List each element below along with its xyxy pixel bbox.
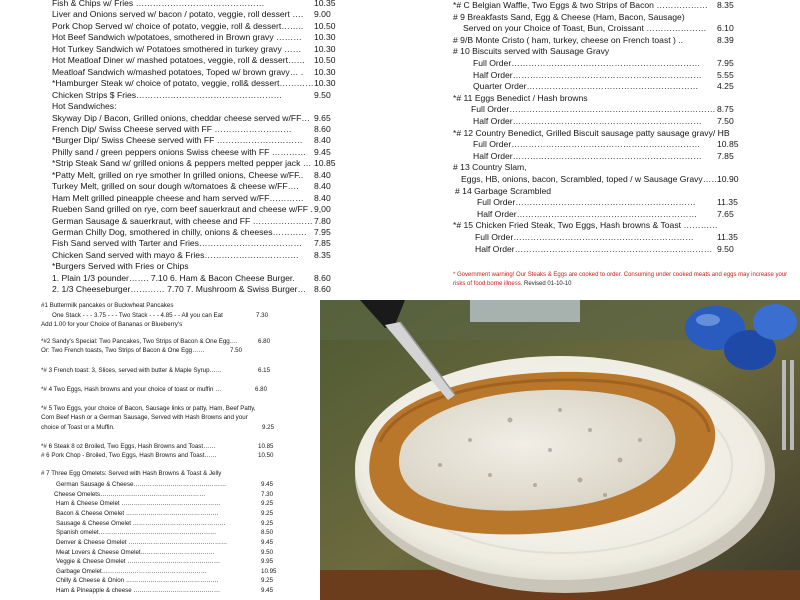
menu-item-price: 7.50	[230, 347, 243, 354]
menu-item-price: 9.50	[717, 243, 734, 254]
menu-item-text: 2. 1/3 Cheeseburger………… 7.70 7. Mushroom & Swiss Burger…	[52, 284, 307, 295]
menu-item-price: 10.30	[314, 32, 336, 43]
menu-item-price: 8.60	[314, 284, 331, 295]
menu-item-text: Half Order…………………………………………………………	[473, 69, 702, 80]
menu-item-text: Bacon & Cheese Omelet ………………………………………	[56, 510, 219, 517]
menu-item-text: # 14 Garbage Scrambled	[455, 185, 552, 196]
menu-item-price: 6.10	[717, 23, 734, 34]
menu-item-price: 7.80	[314, 215, 331, 226]
menu-item-text: *# 5 Two Eggs, your choice of Bacon, Sausage links or patty, Ham, Beef Patty,	[41, 405, 256, 412]
menu-item-text: *# 11 Eggs Benedict / Hash browns	[453, 92, 588, 103]
menu-item-price: 8.40	[314, 192, 331, 203]
menu-item-text: Full Order…………………………………………………………	[473, 139, 701, 150]
menu-item-price: 7.30	[256, 312, 269, 319]
menu-item-price: 9.25	[261, 500, 274, 507]
menu-item-text: Meatloaf Sandwich w/mashed potatoes, Toped w/ brown gravy… .	[52, 66, 304, 77]
menu-item-text: Ham Melt grilled pineapple cheese and ham served w/FF…………	[52, 192, 304, 203]
menu-item-price: 7.95	[314, 227, 331, 237]
menu-item-text: Ham & Cheese Omelet …………………………………………	[56, 500, 221, 507]
menu-item-price: 5.55	[717, 69, 734, 80]
menu-item-price: 6.80	[258, 338, 271, 345]
menu-item-price: 9.25	[262, 424, 275, 431]
menu-item-text: *#2 Sandy's Special: Two Pancakes, Two Strips of Bacon & One Egg….	[41, 338, 238, 345]
menu-item-price: 10.50	[258, 452, 274, 459]
food-photo-illustration	[320, 300, 800, 600]
menu-item-price: 10.85	[717, 139, 739, 150]
menu-item-text: Sausage & Cheese Omelet ………………………………………	[56, 520, 226, 527]
menu-item-text: *# 12 Country Benedict, Grilled Biscuit sausage patty sausage gravy/ HB	[453, 127, 730, 138]
menu-item-price: 4.25	[717, 81, 734, 92]
menu-item-text: *Burger Dip/ Swiss Cheese served with FF …………………………	[52, 135, 303, 146]
menu-item-text: #1 Buttermilk pancakes or Buckwheat Pancakes	[41, 302, 174, 309]
menu-item-text: Cheese Omelets……………………………………………	[54, 491, 206, 498]
menu-item-text: Full Order………………………………………………………	[477, 197, 696, 208]
menu-item-price: 6.80	[255, 386, 268, 393]
menu-item-price: 10.30	[314, 78, 336, 89]
menu-item-price: 9.50	[261, 549, 274, 556]
menu-item-text: Liver and Onions served w/ bacon / potato, veggie, roll dessert ….	[52, 9, 304, 20]
menu-item-price: 10.85	[314, 158, 336, 169]
menu-item-price: 9.25	[261, 520, 274, 527]
menu-item-price: 10.50	[314, 20, 336, 31]
menu-item-text: Hot Beef Sandwich w/potatoes, smothered in Brown gravy ………	[52, 32, 302, 43]
menu-item-price: 8.50	[261, 529, 274, 536]
menu-item-text: Rueben Sand grilled on rye, corn beef sauerkraut and cheese w/FF .	[52, 204, 313, 215]
menu-item-text: German Sausage & Cheese………………………………………	[56, 481, 227, 488]
menu-item-price: 7.30	[261, 491, 274, 498]
menu-item-text: Hot Turkey Sandwich w/ Potatoes smothered in turkey gravy ……	[52, 43, 302, 54]
menu-item-text: German Chilly Dog, smothered in chilly, onions & cheeses…………	[52, 227, 307, 237]
menu-item-text: French Dip/ Swiss Cheese served with FF ………………………	[52, 123, 292, 134]
menu-item-text: Hot Meatloaf Diner w/ mashed potatoes, veggie, roll & dessert……	[52, 55, 306, 66]
menu-item-price: 8.40	[314, 135, 331, 146]
menu-item-text: *Burgers Served with Fries or Chips	[52, 261, 189, 272]
menu-item-price: 10.30	[314, 66, 336, 77]
breakfast-menu-section	[0, 300, 320, 600]
menu-item-price: 9.45	[261, 539, 274, 546]
menu-item-text: *Hamburger Steak w/ choice of potato, veggie, roll& dessert…………	[52, 78, 314, 89]
menu-item-text: Ham & Pineapple & cheese ……………………………………	[56, 587, 221, 594]
menu-item-price: 11.35	[717, 197, 738, 208]
menu-item-text: *# 4 Two Eggs, Hash browns and your choice of toast or muffin …	[41, 386, 222, 393]
menu-item-price: 9.50	[314, 89, 331, 100]
chicken-fried-steak-photo	[320, 300, 800, 600]
menu-item-text: Veggie & Cheese Omelet ………………………………………	[56, 558, 221, 565]
menu-item-price: 10.85	[258, 443, 274, 450]
menu-item-text: # 9 Breakfasts Sand, Egg & Cheese (Ham, Bacon, Sausage)	[453, 11, 685, 22]
menu-item-price: 7.95	[717, 58, 734, 68]
menu-item-price: 9.25	[261, 510, 274, 517]
menu-item-text: Add 1.00 for your Choice of Bananas or Blueberry's	[41, 321, 183, 328]
menu-item-text: # 10 Biscuits served with Sausage Gravy	[453, 46, 610, 57]
menu-item-price: 6.15	[258, 367, 271, 374]
menu-item-price: 9.45	[314, 146, 331, 157]
menu-item-price: 8.39	[717, 34, 734, 45]
menu-item-text: Half Order…………………………………………………………	[473, 150, 702, 161]
menu-item-price: 9.25	[261, 577, 274, 584]
menu-item-text: Spanish omelet…………………………………………………	[56, 529, 217, 536]
menu-item-text: Chicken Sand served with mayo & Fries……………………………	[52, 249, 299, 260]
menu-item-price: 9.95	[261, 558, 274, 565]
menu-item-text: Full Order………………………………………………………………	[471, 104, 716, 115]
menu-item-text: # 13 Country Slam,	[453, 162, 527, 173]
menu-item-price: 7.50	[717, 116, 734, 126]
menu-item-text: # 9/B Monte Cristo ( ham, turkey, cheese on French toast ) ..	[453, 34, 684, 45]
menu-item-text: Served on your Choice of Toast, Bun, Croissant …………………	[463, 23, 707, 34]
menu-item-price: 10.95	[261, 568, 277, 575]
menu-item-text: Chilly & Cheese & Onion ………………………………………	[56, 577, 219, 584]
menu-item-price: 9.00	[314, 9, 331, 20]
menu-item-text: *Strip Steak Sand w/ grilled onions & peppers melted pepper jack …	[52, 158, 312, 169]
menu-item-price: 8.40	[314, 169, 331, 180]
menu-item-price: 7.65	[717, 208, 734, 219]
menu-item-price: 9,00	[314, 204, 331, 215]
menu-item-price: 8.60	[314, 272, 331, 283]
menu-item-text: *# C Belgian Waffle, Two Eggs & two Strips of Bacon ………………	[453, 0, 708, 10]
menu-item-text: Denver & Cheese Omelet …………………………………………	[56, 539, 228, 546]
menu-item-text: *# 3 French toast: 3, Slices, served with butter & Maple Syrup……	[41, 367, 222, 374]
menu-item-text: One Stack - - - 3.75 - - - Two Stack - - - 4.85 - - All you can Eat	[52, 312, 223, 319]
menu-item-text: Corn Beef Hash or a German Sausage, Served with Hash Browns and your	[41, 414, 248, 421]
glass	[470, 300, 580, 322]
menu-item-text: Skyway Dip / Bacon, Grilled onions, cheddar cheese served w/FF…	[52, 112, 310, 123]
menu-item-price: 8.35	[717, 0, 734, 10]
menu-item-price: 7.85	[717, 150, 734, 161]
menu-item-text: # 7 Three Egg Omelets: Served with Hash Browns & Toast & Jelly	[41, 470, 222, 477]
menu-item-text: Meat Lovers & Cheese Omelet………………………………	[56, 549, 215, 556]
menu-item-text: Full Order………………………………………………………	[475, 232, 694, 242]
menu-item-text: Pork Chop Served w/ choice of potato, veggie, roll & dessert……..	[52, 20, 304, 31]
menu-item-price: 8.40	[314, 181, 331, 192]
government-warning: * Government warning! Our Steaks & Eggs are cooked to order. Consuming under cooked meats and eggs may increase your risks of food borne illness. Revised 01-10-10	[453, 272, 788, 287]
menu-item-text: Chicken Strips $ Fries……………………………………………	[52, 89, 283, 100]
menu-item-price: 10.35	[314, 0, 336, 8]
menu-item-text: Eggs, HB, onions, bacon, Scrambled, toped / w Sausage Gravy……	[461, 174, 720, 184]
menu-item-price: 9.45	[261, 481, 274, 488]
revised-date: Revised 01-10-10	[524, 281, 572, 287]
menu-item-price: 10.90	[717, 174, 739, 184]
menu-item-text: Quarter Order……………………………………………………	[473, 81, 699, 92]
menu-item-price: 7.85	[314, 238, 331, 249]
menu-item-text: Full Order…………………………………………………………	[473, 58, 701, 68]
menu-item-text: *# 6 Steak 8 oz Broiled, Two Eggs, Hash Browns and Toast……	[41, 443, 216, 450]
menu-item-text: Half Order………………………………………………………	[477, 208, 698, 219]
menu-item-price: 11.35	[717, 232, 738, 242]
menu-item-text: *Patty Melt, grilled on rye smother In grilled onions, Cheese w/FF..	[52, 169, 304, 180]
breakfast-specials-section	[445, 0, 800, 300]
menu-item-text: choice of Toast or a Muffin.	[41, 424, 115, 431]
menu-item-price: 10.50	[314, 55, 336, 66]
menu-item-text: Turkey Melt, grilled on sour dough w/tomatoes & cheese w/FF….	[52, 181, 299, 192]
menu-item-price: 8.35	[314, 249, 331, 260]
menu-item-text: Half Order……………………………………………………………	[475, 243, 713, 254]
menu-item-price: 9.65	[314, 112, 331, 123]
menu-item-price: 9.45	[261, 587, 274, 594]
menu-item-text: Half Order…………………………………………………………	[473, 116, 702, 126]
menu-item-text: 1. Plain 1/3 pounder……. 7.10 6. Ham & Bacon Cheese Burger.	[52, 272, 295, 283]
menu-item-text: *# 15 Chicken Fried Steak, Two Eggs, Hash browns & Toast …………	[453, 220, 718, 231]
menu-item-price: 8.60	[314, 123, 331, 134]
menu-item-text: Garbage Omelet……………………………………………	[56, 568, 207, 575]
menu-item-price: 8.75	[717, 104, 734, 115]
menu-item-text: Hot Sandwiches:	[52, 101, 117, 112]
lunch-menu-section	[0, 0, 445, 300]
menu-item-text: Philly sand / green peppers onions Swiss cheese with FF …………	[52, 146, 307, 157]
menu-item-text: Fish Sand served with Tarter and Fries………………………………	[52, 238, 303, 249]
menu-item-text: # 6 Pork Chop - Broiled, Two Eggs, Hash Browns and Toast……	[41, 452, 217, 459]
menu-item-price: 10.30	[314, 43, 336, 54]
menu-item-text: Fish & Chips w/ Fries ………………………………………	[52, 0, 265, 8]
menu-item-text: Or: Two French toasts, Two Strips of Bacon & One Egg……	[41, 347, 205, 354]
menu-item-text: German Sausage & sauerkraut, with cheese and FF …………………	[52, 215, 313, 226]
